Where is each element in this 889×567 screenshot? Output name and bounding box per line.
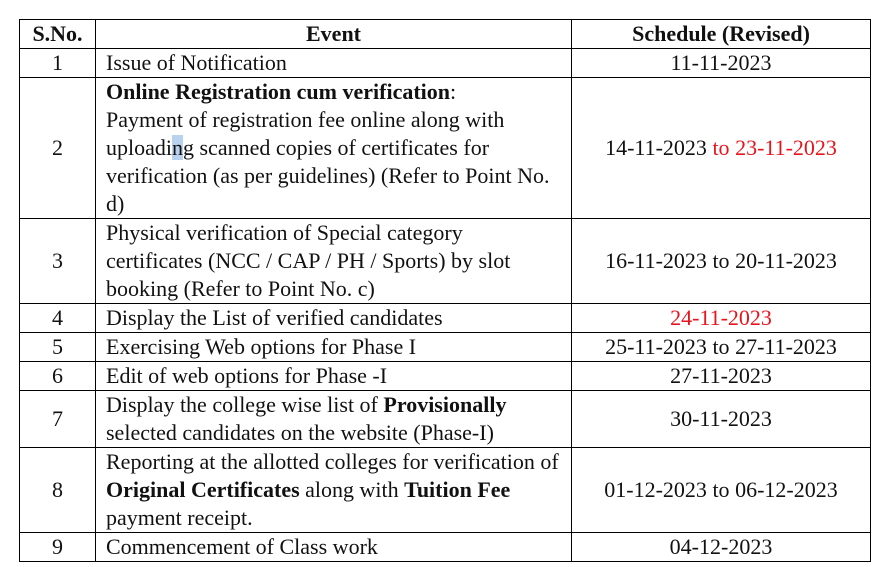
row-sno: 4 [20,304,96,333]
table-row [20,78,871,219]
schedule-end: 06-12-2023 [735,477,838,502]
schedule-end: 27-11-2023 [735,334,837,359]
header-schedule: Schedule (Revised) [572,20,871,49]
event-text: Display the college wise list of [106,392,384,417]
row-schedule [572,219,871,304]
row-event [96,78,572,219]
row-event [96,448,572,533]
row-event: Issue of Notification [96,49,572,78]
header-row [20,20,871,49]
event-bold-text: Original Certificates [106,477,300,502]
table-row [20,219,871,304]
event-text: Payment of registration fee online along with uploadi [106,107,505,160]
schedule-connector: to [706,477,736,502]
row-sno: 6 [20,362,96,391]
event-text: Reporting at the allotted colleges for verification of [106,449,565,474]
event-text: along with [299,477,405,502]
event-bold-text: Provisionally [383,392,507,417]
row-sno: 1 [20,49,96,78]
row-event [96,391,572,448]
event-text: selected candidates on the website (Phase-I) [106,392,512,445]
table-row [20,391,871,448]
table-row [20,533,871,562]
schedule-start: 14-11-2023 [605,135,707,160]
schedule-connector: to [706,135,736,160]
schedule-connector: to [706,248,736,273]
row-sno: 7 [20,391,96,448]
row-schedule [572,78,871,219]
row-sno: 2 [20,78,96,219]
table-row [20,304,871,333]
event-text: g scanned copies of certificates for verification (as per guidelines) (Refer to Point No. d) [106,135,550,216]
schedule-end-revised: 23-11-2023 [735,135,837,160]
row-schedule-revised: 24-11-2023 [572,304,871,333]
row-event: Edit of web options for Phase -I [96,362,572,391]
schedule-start: 01-12-2023 [604,477,707,502]
table-row [20,362,871,391]
row-sno: 5 [20,333,96,362]
row-schedule: 11-11-2023 [572,49,871,78]
schedule-end: 20-11-2023 [735,248,837,273]
row-sno: 8 [20,448,96,533]
row-event: Exercising Web options for Phase I [96,333,572,362]
row-event: Physical verification of Special category certificates (NCC / CAP / PH / Sports) by slot booking (Refer to Point No. c) [96,219,572,304]
header-event: Event [96,20,572,49]
row-event: Display the List of verified candidates [96,304,572,333]
schedule-start: 25-11-2023 [605,334,707,359]
row-sno: 9 [20,533,96,562]
event-text: payment receipt. [106,477,516,530]
event-bold-text: Tuition Fee [404,477,511,502]
row-sno: 3 [20,219,96,304]
event-bold-title: Online Registration cum verification [106,79,451,104]
text-selection-highlight: n [172,135,183,160]
row-event: Commencement of Class work [96,533,572,562]
row-schedule [572,448,871,533]
table-row [20,333,871,362]
table-row [20,49,871,78]
row-schedule [572,333,871,362]
schedule-connector: to [706,334,736,359]
row-schedule: 30-11-2023 [572,391,871,448]
row-schedule: 04-12-2023 [572,533,871,562]
table-row [20,448,871,533]
row-schedule: 27-11-2023 [572,362,871,391]
header-sno: S.No. [20,20,96,49]
schedule-table [19,19,871,562]
event-title-suffix: : [450,79,457,104]
schedule-start: 16-11-2023 [605,248,707,273]
